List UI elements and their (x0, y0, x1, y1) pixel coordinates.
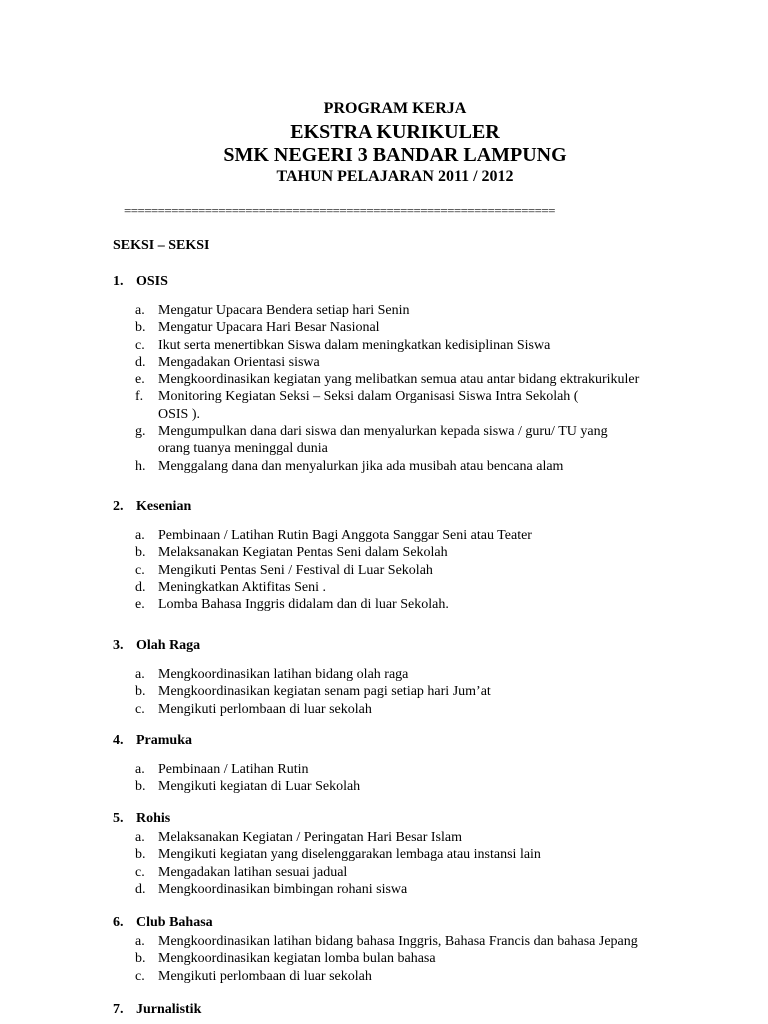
section-kesenian (113, 497, 753, 613)
list-item (113, 829, 753, 846)
section-title (113, 636, 753, 656)
list-item (113, 458, 753, 475)
section-jurnalistik (113, 1000, 753, 1020)
item-marker: b. (135, 951, 146, 967)
list-item (113, 527, 753, 544)
item-text: Mengatur Upacara Bendera setiap hari Senin (158, 303, 410, 318)
item-text: Mengumpulkan dana dari siswa dan menyalurkan kepada siswa / guru/ TU yang orang tuanya meninggal dunia (158, 424, 608, 457)
item-text: Monitoring Kegiatan Seksi – Seksi dalam Organisasi Siswa Intra Sekolah ( OSIS ). (158, 389, 579, 422)
item-text: Mengatur Upacara Hari Besar Nasional (158, 320, 380, 336)
item-text: Mengkoordinasikan bimbingan rohani siswa (158, 881, 408, 897)
item-text: Pembinaan / Latihan Rutin (158, 762, 309, 777)
item-marker: c. (135, 337, 145, 353)
list-item (113, 666, 753, 683)
title-program-kerja: PROGRAM KERJA (323, 100, 467, 117)
item-marker: g. (135, 424, 146, 440)
item-text: Meningkatkan Aktifitas Seni . (158, 579, 326, 595)
section-title (113, 272, 753, 292)
item-marker: c. (135, 968, 145, 984)
item-marker: a. (135, 830, 145, 845)
section-pramuka (113, 731, 753, 796)
list-item (113, 423, 628, 458)
item-text: Mengikuti perlombaan di luar sekolah (158, 968, 372, 984)
section-title (113, 809, 753, 829)
list-item (113, 761, 753, 778)
section-osis (113, 272, 753, 475)
title-academic-year: TAHUN PELAJARAN 2011 / 2012 (276, 168, 514, 185)
item-text: Melaksanakan Kegiatan / Peringatan Hari Besar Islam (158, 830, 463, 845)
item-list (113, 761, 753, 796)
list-item (113, 950, 753, 967)
section-title (113, 913, 753, 933)
section-title (113, 731, 753, 751)
list-item (113, 562, 753, 579)
item-marker: b. (135, 320, 146, 336)
list-item (113, 933, 753, 950)
section-olah-raga (113, 636, 753, 718)
item-text: Lomba Bahasa Inggris didalam dan di luar Sekolah. (158, 597, 449, 613)
item-text: Melaksanakan Kegiatan Pentas Seni dalam Sekolah (158, 545, 448, 561)
section-name: Kesenian (136, 499, 192, 514)
item-marker: b. (135, 779, 146, 795)
divider-line: ================================================================ (124, 203, 555, 218)
list-item (113, 371, 753, 388)
item-text: Mengikuti perlombaan di luar sekolah (158, 701, 372, 717)
section-number: 7. (113, 1002, 124, 1017)
section-number: 1. (113, 274, 124, 289)
section-name: Rohis (136, 811, 171, 826)
item-marker: c. (135, 701, 145, 717)
section-number: 5. (113, 811, 124, 826)
list-item (113, 354, 753, 371)
item-marker: a. (135, 528, 145, 543)
section-name: Pramuka (136, 733, 192, 748)
item-marker: b. (135, 545, 146, 561)
item-marker: a. (135, 934, 145, 949)
list-item (113, 846, 753, 863)
item-text: Mengkoordinasikan kegiatan lomba bulan bahasa (158, 951, 436, 967)
section-title (113, 497, 753, 517)
item-text: Mengkoordinasikan kegiatan senam pagi setiap hari Jum’at (158, 684, 491, 700)
list-item (113, 337, 753, 354)
list-item (113, 319, 753, 336)
item-marker: e. (135, 597, 145, 613)
item-marker: c. (135, 562, 145, 578)
section-name: Olah Raga (136, 638, 201, 653)
list-item (113, 701, 753, 718)
list-item (113, 778, 753, 795)
list-item (113, 683, 753, 700)
item-text: Mengkoordinasikan kegiatan yang melibatkan semua atau antar bidang ektrakurikuler (158, 372, 640, 388)
item-text: Mengikuti kegiatan di Luar Sekolah (158, 779, 361, 795)
item-text: Mengkoordinasikan latihan bidang olah raga (158, 667, 409, 682)
item-list (113, 933, 753, 985)
item-marker: c. (135, 864, 145, 880)
item-marker: e. (135, 372, 145, 388)
list-item (113, 864, 753, 881)
item-marker: a. (135, 303, 145, 318)
section-rohis (113, 809, 753, 898)
title-school-name: SMK NEGERI 3 BANDAR LAMPUNG (223, 144, 567, 166)
item-text: Ikut serta menertibkan Siswa dalam meningkatkan kedisiplinan Siswa (158, 337, 551, 353)
list-item (113, 881, 753, 898)
item-text: Mengadakan Orientasi siswa (158, 354, 320, 370)
item-list (113, 666, 753, 718)
item-list (113, 829, 753, 898)
section-heading: SEKSI – SEKSI (113, 238, 210, 253)
item-list (113, 527, 753, 613)
list-item (113, 596, 753, 613)
item-marker: f. (135, 389, 144, 405)
item-text: Mengadakan latihan sesuai jadual (158, 864, 348, 880)
item-marker: d. (135, 579, 146, 595)
list-item (113, 968, 753, 985)
section-number: 4. (113, 733, 124, 748)
item-text: Pembinaan / Latihan Rutin Bagi Anggota Sanggar Seni atau Teater (158, 528, 532, 543)
section-club-bahasa (113, 913, 753, 985)
item-marker: a. (135, 762, 145, 777)
item-marker: d. (135, 881, 146, 897)
section-name: OSIS (136, 274, 168, 289)
list-item (113, 388, 598, 423)
section-name: Club Bahasa (136, 915, 213, 930)
item-marker: b. (135, 847, 146, 863)
section-number: 3. (113, 638, 124, 653)
item-text: Menggalang dana dan menyalurkan jika ada musibah atau bencana alam (158, 458, 564, 474)
section-name: Jurnalistik (136, 1002, 202, 1017)
item-text: Mengikuti Pentas Seni / Festival di Luar Sekolah (158, 562, 433, 578)
section-number: 6. (113, 915, 124, 930)
item-marker: b. (135, 684, 146, 700)
item-list (113, 302, 753, 475)
item-marker: a. (135, 667, 145, 682)
item-marker: h. (135, 458, 146, 474)
item-text: Mengikuti kegiatan yang diselenggarakan lembaga atau instansi lain (158, 847, 541, 863)
section-number: 2. (113, 499, 124, 514)
list-item (113, 579, 753, 596)
item-marker: d. (135, 354, 146, 370)
list-item (113, 302, 753, 319)
section-title (113, 1000, 753, 1020)
title-ekstra-kurikuler: EKSTRA KURIKULER (290, 121, 500, 143)
list-item (113, 544, 753, 561)
item-text: Mengkoordinasikan latihan bidang bahasa Inggris, Bahasa Francis dan bahasa Jepang (158, 934, 638, 949)
